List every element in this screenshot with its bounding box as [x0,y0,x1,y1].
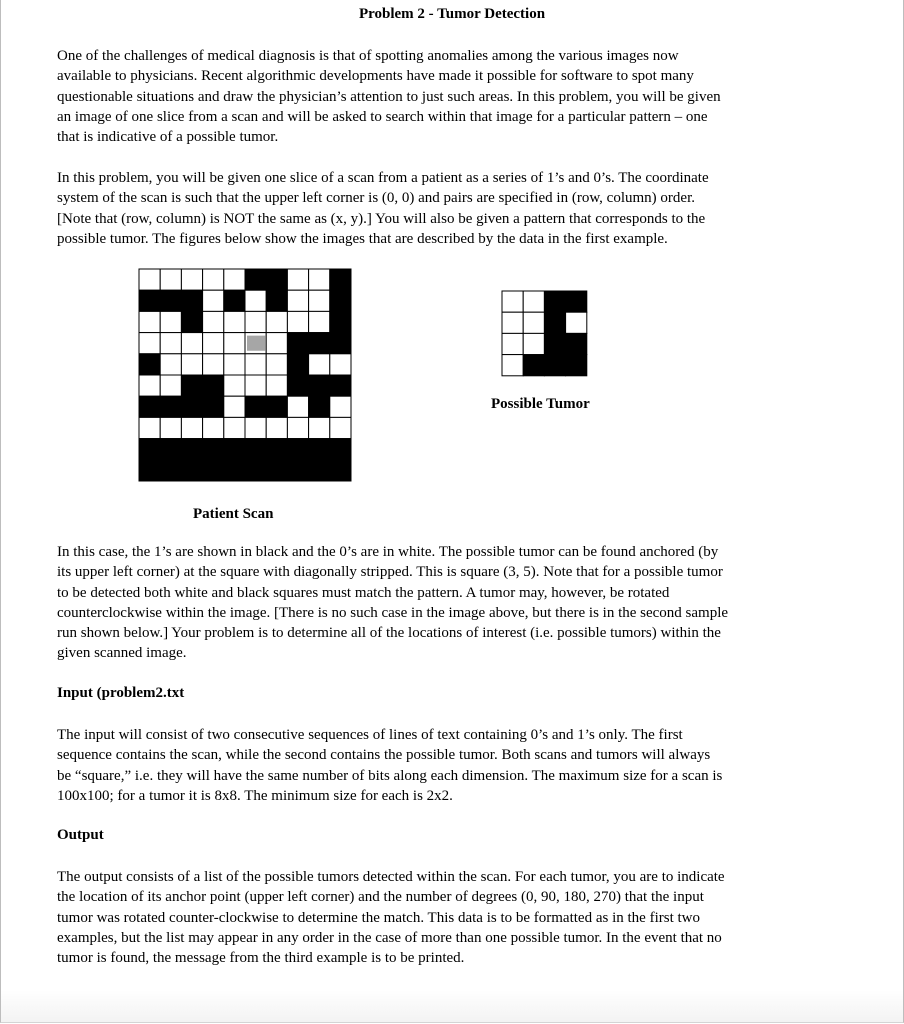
grid-cell [330,439,351,460]
grid-cell [330,460,351,481]
grid-cell [160,333,181,354]
grid-cell [330,290,351,311]
input-paragraph [57,725,857,806]
grid-cell [203,290,224,311]
grid-cell [502,333,523,354]
grid-cell [266,460,287,481]
grid-cell [544,291,565,312]
grid-cell [203,417,224,438]
grid-cell [287,290,308,311]
text-line: 100x100; for a tumor it is 8x8. The minimum size for each is 2x2. [57,787,453,804]
intro-paragraph [57,46,857,147]
grid-cell [203,311,224,332]
grid-cell [224,439,245,460]
grid-cell [139,439,160,460]
grid-cell [181,311,202,332]
grid-cell [181,354,202,375]
text-line: that is indicative of a possible tumor. [57,129,279,146]
grid-cell [203,269,224,290]
text-line: The output consists of a list of the possible tumors detected within the scan. For each tumor, you are to indicate [57,869,725,885]
page-title: Problem 2 - Tumor Detection [358,6,546,22]
explanation-paragraph [57,542,857,664]
grid-cell [203,333,224,354]
grid-cell [287,311,308,332]
output-paragraph [57,867,857,968]
grid-cell [224,460,245,481]
grid-cell [181,333,202,354]
grid-cell [181,269,202,290]
text-line: possible tumor. The figures below show the images that are described by the data in the first example. [57,230,668,247]
grid-cell [330,375,351,396]
grid-cell [566,291,587,312]
text-line: tumor is found, the message from the third example is to be printed. [57,950,465,967]
grid-cell [266,439,287,460]
grid-cell [181,460,202,481]
grid-cell [309,269,330,290]
grid-cell [287,439,308,460]
input-heading: Input (problem2.txt [57,685,185,701]
grid-cell [139,354,160,375]
text-line: tumor was rotated counter-clockwise to determine the match. This data is to be formatted as in the first two [57,909,700,926]
text-line: given scanned image. [57,645,187,662]
text-line: available to physicians. Recent algorithmic developments have made it possible for software to spot many [57,68,694,85]
grid-cell [160,396,181,417]
text-line: to be detected both white and black squares must match the pattern. A tumor may, however, be rotated [57,584,670,601]
grid-cell [245,311,266,332]
grid-cell [330,311,351,332]
output-heading: Output [57,827,104,843]
grid-cell [160,375,181,396]
grid-cell [224,290,245,311]
grid-cell [266,311,287,332]
grid-cell [224,375,245,396]
text-line: sequence contains the scan, while the second contains the possible tumor. Both scans and tumors will always [57,747,711,764]
grid-cell [266,269,287,290]
grid-cell [224,311,245,332]
grid-cell [245,269,266,290]
grid-cell [287,375,308,396]
text-line: The input will consist of two consecutive sequences of lines of text containing 0’s and 1’s only. The first [57,727,683,743]
grid-cell [566,312,587,333]
grid-cell [309,417,330,438]
grid-cell [266,375,287,396]
grid-cell [160,354,181,375]
grid-cell [523,312,544,333]
grid-cell [160,460,181,481]
grid-cell [287,417,308,438]
coordinate-paragraph [57,168,857,249]
grid-cell [181,439,202,460]
text-line: its upper left corner) at the square with diagonally stripped. This is square (3, 5). Note that for a possible tumor [57,564,723,581]
grid-cell [330,417,351,438]
grid-cell [139,311,160,332]
grid-cell [203,439,224,460]
text-line: In this case, the 1’s are shown in black and the 0’s are in white. The possible tumor can be found anchored (by [57,544,719,560]
grid-cell [160,439,181,460]
text-line: the location of its anchor point (upper left corner) and the number of degrees (0, 90, 180, 270) that the input [57,889,704,906]
grid-cell [309,396,330,417]
grid-cell [139,396,160,417]
grid-cell [160,311,181,332]
grid-cell [502,355,523,376]
grid-cell [245,439,266,460]
patient-scan-grid [138,268,353,482]
text-line: run shown below.] Your problem is to determine all of the locations of interest (i.e. possible tumors) within the [57,625,721,642]
grid-cell [160,417,181,438]
possible-tumor-caption: Possible Tumor [491,396,590,412]
grid-cell [544,355,565,376]
grid-cell [224,333,245,354]
patient-scan-figure [138,268,353,482]
grid-cell [266,417,287,438]
grid-cell [287,460,308,481]
grid-cell [502,312,523,333]
grid-cell [266,354,287,375]
grid-cell [309,290,330,311]
grid-cell [139,417,160,438]
grid-cell [330,333,351,354]
grid-cell [309,460,330,481]
grid-cell [160,269,181,290]
grid-cell [523,291,544,312]
grid-cell [160,290,181,311]
grid-cell [139,460,160,481]
grid-cell [245,417,266,438]
grid-cell [203,460,224,481]
grid-cell [139,290,160,311]
text-line: One of the challenges of medical diagnosis is that of spotting anomalies among the various images now [57,48,679,64]
grid-cell [309,439,330,460]
grid-cell [245,396,266,417]
text-line: [Note that (row, column) is NOT the same as (x, y).] You will also be given a pattern that corresponds to the [57,210,706,227]
grid-cell [203,354,224,375]
grid-cell [224,354,245,375]
text-line: examples, but the list may appear in any order in the case of more than one possible tumor. In the event that no [57,929,722,946]
grid-cell [224,417,245,438]
grid-cell [181,396,202,417]
grid-cell [245,375,266,396]
text-line: counterclockwise within the image. [There is no such case in the image above, but there is in the second sample [57,604,729,621]
grid-cell [287,269,308,290]
grid-cell [287,333,308,354]
text-line: an image of one slice from a scan and will be asked to search within that image for a particular pattern – one [57,108,708,125]
text-line: be “square,” i.e. they will have the same number of bits along each dimension. The maximum size for a scan is [57,767,723,784]
grid-cell [139,375,160,396]
grid-cell [224,396,245,417]
grid-cell [309,311,330,332]
grid-cell [330,354,351,375]
grid-cell [266,333,287,354]
text-line: system of the scan is such that the upper left corner is (0, 0) and pairs are specified in (row, column) order. [57,190,695,207]
grid-cell [266,290,287,311]
possible-tumor-figure [501,290,589,378]
grid-cell [330,396,351,417]
grid-cell [266,396,287,417]
grid-cell [523,355,544,376]
grid-cell [181,290,202,311]
text-line: In this problem, you will be given one slice of a scan from a patient as a series of 1’s and 0’s. The coordinate [57,170,709,186]
grid-cell [203,375,224,396]
patient-scan-caption: Patient Scan [193,506,274,522]
grid-cell [330,269,351,290]
grid-cell [309,354,330,375]
grid-cell [544,312,565,333]
grid-cell [139,333,160,354]
grid-cell [139,269,160,290]
grid-cell [245,354,266,375]
grid-cell [544,333,565,354]
grid-cell [287,354,308,375]
grid-cell [287,396,308,417]
grid-cell [181,375,202,396]
grid-cell [502,291,523,312]
grid-cell [566,355,587,376]
grid-cell [245,290,266,311]
grid-cell [181,417,202,438]
grid-cell [245,460,266,481]
grid-cell [566,333,587,354]
grid-cell [309,333,330,354]
grid-cell [224,269,245,290]
grid-cell [523,333,544,354]
grid-cell [203,396,224,417]
possible-tumor-grid [501,290,589,378]
grid-cell [309,375,330,396]
text-line: questionable situations and draw the physician’s attention to just such areas. In this problem, you will be given [57,88,721,105]
